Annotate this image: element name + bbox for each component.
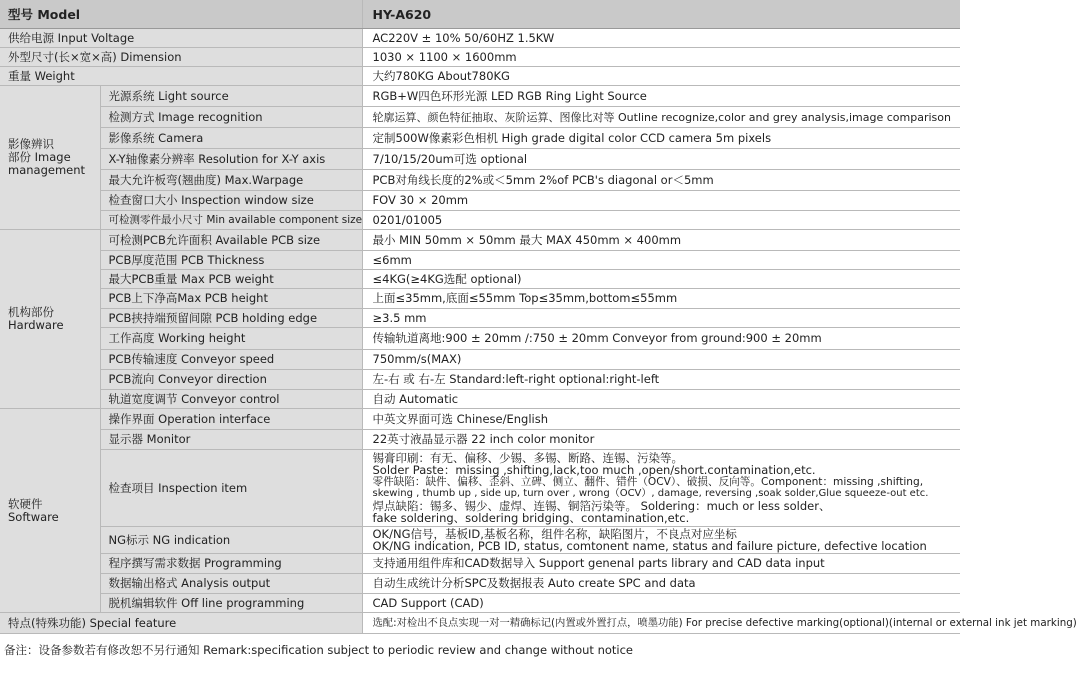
spec-row xyxy=(0,350,960,370)
spec-row xyxy=(0,289,960,309)
model-value: HY-A620 xyxy=(362,0,960,29)
spec-row xyxy=(0,191,960,211)
spec-value: 750mm/s(MAX) xyxy=(362,350,960,370)
spec-value: 传输轨道离地:900 ± 20mm /:750 ± 20mm Conveyor from ground:900 ± 20mm xyxy=(362,328,960,350)
spec-row xyxy=(0,251,960,270)
group-label xyxy=(0,230,100,409)
spec-value-line: OK/NG信号，基板ID,基板名称，组件名称，缺陷图片，不良点对应坐标 xyxy=(372,527,737,541)
spec-row xyxy=(0,309,960,328)
spec-value-line: Solder Paste：missing ,shifting,lack,too much ,open/short.contamination,etc. xyxy=(372,463,816,477)
spec-label: 最大PCB重量 Max PCB weight xyxy=(100,270,362,289)
group-label-line: 机构部份 xyxy=(8,305,54,319)
spec-row-dimension xyxy=(0,48,960,67)
spec-value: CAD Support (CAD) xyxy=(362,594,960,613)
spec-row xyxy=(0,149,960,170)
spec-row xyxy=(0,211,960,230)
spec-value: AC220V ± 10% 50/60HZ 1.5KW xyxy=(362,29,960,48)
group-label xyxy=(0,409,100,613)
spec-label: 操作界面 Operation interface xyxy=(100,409,362,430)
spec-value: 定制500W像素彩色相机 High grade digital color CCD camera 5m pixels xyxy=(362,128,960,149)
spec-label: 显示器 Monitor xyxy=(100,430,362,450)
spec-label: 检测方式 Image recognition xyxy=(100,107,362,128)
spec-row-input-voltage xyxy=(0,29,960,48)
spec-row xyxy=(0,574,960,594)
spec-label: PCB厚度范围 PCB Thickness xyxy=(100,251,362,270)
spec-label: 可检测零件最小尺寸 Min available component size xyxy=(100,211,362,230)
spec-value: ≥3.5 mm xyxy=(362,309,960,328)
spec-label: 检查项目 Inspection item xyxy=(100,450,362,527)
spec-value: 中英文界面可选 Chinese/English xyxy=(362,409,960,430)
spec-row xyxy=(0,86,960,107)
spec-row xyxy=(0,170,960,191)
spec-row xyxy=(0,450,960,527)
spec-label: PCB传输速度 Conveyor speed xyxy=(100,350,362,370)
group-label-line: 软硬件 xyxy=(8,496,43,511)
header-row xyxy=(0,0,960,29)
spec-value: RGB+W四色环形光源 LED RGB Ring Light Source xyxy=(362,86,960,107)
spec-value-line: skewing , thumb up , side up, turn over , wrong（OCV）, damage, reversing ,soak solder,Glue squeeze-out etc. xyxy=(372,488,929,499)
footer-remark: 备注：设备参数若有修改恕不另行通知 Remark:specification subject to periodic review and change without notice xyxy=(4,643,634,657)
spec-label: 脱机编辑软件 Off line programming xyxy=(100,594,362,613)
spec-label: NG标示 NG indication xyxy=(100,527,362,554)
spec-row xyxy=(0,370,960,390)
spec-value: 7/10/15/20um可选 optional xyxy=(362,149,960,170)
spec-label: PCB流向 Conveyor direction xyxy=(100,370,362,390)
spec-row xyxy=(0,230,960,251)
spec-row xyxy=(0,390,960,409)
spec-value: 22英寸液晶显示器 22 inch color monitor xyxy=(362,430,960,450)
spec-row-weight xyxy=(0,67,960,86)
spec-value: PCB对角线长度的2%或＜5mm 2%of PCB's diagonal or＜5mm xyxy=(362,170,960,191)
spec-value: 上面≤35mm,底面≤55mm Top≤35mm,bottom≤55mm xyxy=(362,289,960,309)
spec-value-line: 零件缺陷：缺件、偏移、歪斜、立碑、侧立、翻件、错件（OCV）、破损、反向等。Component：missing ,shifting, xyxy=(372,476,924,488)
spec-row xyxy=(0,554,960,574)
spec-row xyxy=(0,594,960,613)
spec-label: 供给电源 Input Voltage xyxy=(0,29,362,48)
spec-value: 轮廓运算、颜色特征抽取、灰阶运算、图像比对等 Outline recognize,color and grey analysis,image comparison xyxy=(362,107,960,128)
spec-value xyxy=(362,450,960,527)
header-label: 型号 Model xyxy=(0,0,362,29)
spec-label: 影像系统 Camera xyxy=(100,128,362,149)
spec-row xyxy=(0,270,960,289)
spec-value: 1030 × 1100 × 1600mm xyxy=(362,48,960,67)
spec-row xyxy=(0,430,960,450)
spec-row xyxy=(0,527,960,554)
spec-row xyxy=(0,409,960,430)
spec-value-line: 焊点缺陷：锡多、锡少、虚焊、连锡、铜箔污染等。 Soldering：much or less solder、 xyxy=(372,499,831,513)
group-label-line: management xyxy=(8,163,86,177)
spec-label: 光源系统 Light source xyxy=(100,86,362,107)
spec-value: 自动 Automatic xyxy=(362,390,960,409)
spec-label: 轨道宽度调节 Conveyor control xyxy=(100,390,362,409)
spec-label: 工作高度 Working height xyxy=(100,328,362,350)
spec-label: X-Y轴像素分辨率 Resolution for X-Y axis xyxy=(100,149,362,170)
spec-label: PCB上下净高Max PCB height xyxy=(100,289,362,309)
spec-label: 程序撰写需求数据 Programming xyxy=(100,554,362,574)
spec-label: 重量 Weight xyxy=(0,67,362,86)
spec-value: 自动生成统计分析SPC及数据报表 Auto create SPC and data xyxy=(362,574,960,594)
spec-row xyxy=(0,128,960,149)
spec-value xyxy=(362,527,960,554)
spec-label: 检查窗口大小 Inspection window size xyxy=(100,191,362,211)
spec-label: 特点(特殊功能) Special feature xyxy=(0,613,362,634)
spec-label: 外型尺寸(长×宽×高) Dimension xyxy=(0,48,362,67)
group-label-line: Software xyxy=(8,509,59,524)
spec-value: 支持通用组件库和CAD数据导入 Support genenal parts library and CAD data input xyxy=(362,554,960,574)
spec-row xyxy=(0,107,960,128)
spec-row-special-feature xyxy=(0,613,960,634)
group-label-line: Hardware xyxy=(8,318,64,332)
spec-value: 0201/01005 xyxy=(362,211,960,230)
spec-value: 大约780KG About780KG xyxy=(362,67,960,86)
spec-value: FOV 30 × 20mm xyxy=(362,191,960,211)
spec-value: ≤6mm xyxy=(362,251,960,270)
spec-value: 选配:对检出不良点实现一对一精确标记(内置或外置打点，喷墨功能) For precise defective marking(optional)(internal or external ink jet marking) xyxy=(362,613,960,634)
spec-value: 左-右 或 右-左 Standard:left-right optional:right-left xyxy=(362,370,960,390)
group-label-line: 影像辨识 xyxy=(8,137,54,151)
spec-value-line: fake soldering、soldering bridging、contamination,etc. xyxy=(372,511,690,525)
spec-value: ≤4KG(≥4KG选配 optional) xyxy=(362,270,960,289)
spec-row xyxy=(0,328,960,350)
group-label xyxy=(0,86,100,230)
spec-value: 最小 MIN 50mm × 50mm 最大 MAX 450mm × 400mm xyxy=(362,230,960,251)
spec-value-line: 锡膏印刷：有无、偏移、少锡、多锡、断路、连锡、污染等。 xyxy=(372,451,683,465)
spec-label: 可检测PCB允许面积 Available PCB size xyxy=(100,230,362,251)
spec-value-line: OK/NG indication, PCB ID, status, comtonent name, status and failure picture, defective location xyxy=(372,539,927,553)
group-label-line: 部份 Image xyxy=(8,150,71,164)
spec-label: 最大允许板弯(翘曲度) Max.Warpage xyxy=(100,170,362,191)
spec-label: PCB挟持端预留间隙 PCB holding edge xyxy=(100,309,362,328)
spec-label: 数据输出格式 Analysis output xyxy=(100,574,362,594)
